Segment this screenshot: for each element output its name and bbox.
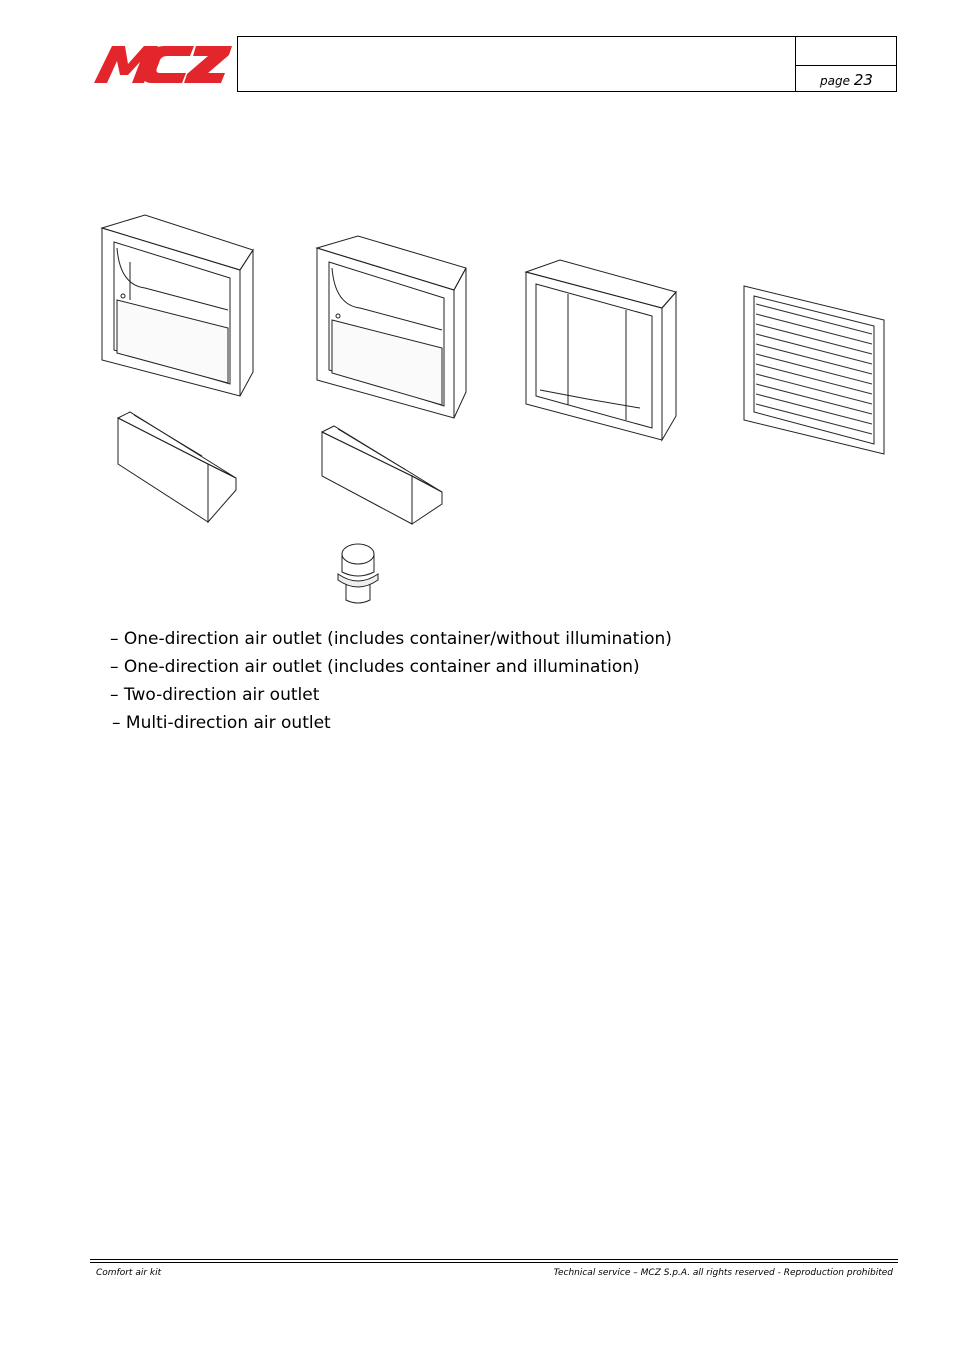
outlet-illustrations: [90, 200, 900, 620]
one-direction-outlet-with-light-drawing: [317, 236, 466, 603]
list-item: – One-direction air outlet (includes container and illumination): [110, 657, 640, 677]
mcz-logo: [92, 42, 234, 86]
page-label: [796, 73, 897, 88]
list-item: – Two-direction air outlet: [110, 685, 320, 705]
footer-copyright: Technical service – MCZ S.p.A. all rights reserved - Reproduction prohibited: [553, 1268, 893, 1278]
footer-document-title: Comfort air kit: [96, 1268, 162, 1278]
page-cell-divider: [796, 65, 897, 66]
footer-divider: [90, 1259, 898, 1260]
page-number: 23: [853, 71, 873, 89]
list-item: – Multi-direction air outlet: [112, 713, 331, 733]
one-direction-outlet-no-light-drawing: [102, 215, 253, 522]
header-box: [237, 36, 897, 92]
multi-direction-outlet-drawing: [744, 286, 884, 454]
page-cell: [795, 37, 897, 91]
outlet-list: [110, 625, 672, 737]
footer-divider: [90, 1262, 898, 1263]
list-item: – One-direction air outlet (includes container/without illumination): [110, 629, 672, 649]
page-word: page: [820, 74, 851, 88]
two-direction-outlet-drawing: [526, 260, 676, 440]
